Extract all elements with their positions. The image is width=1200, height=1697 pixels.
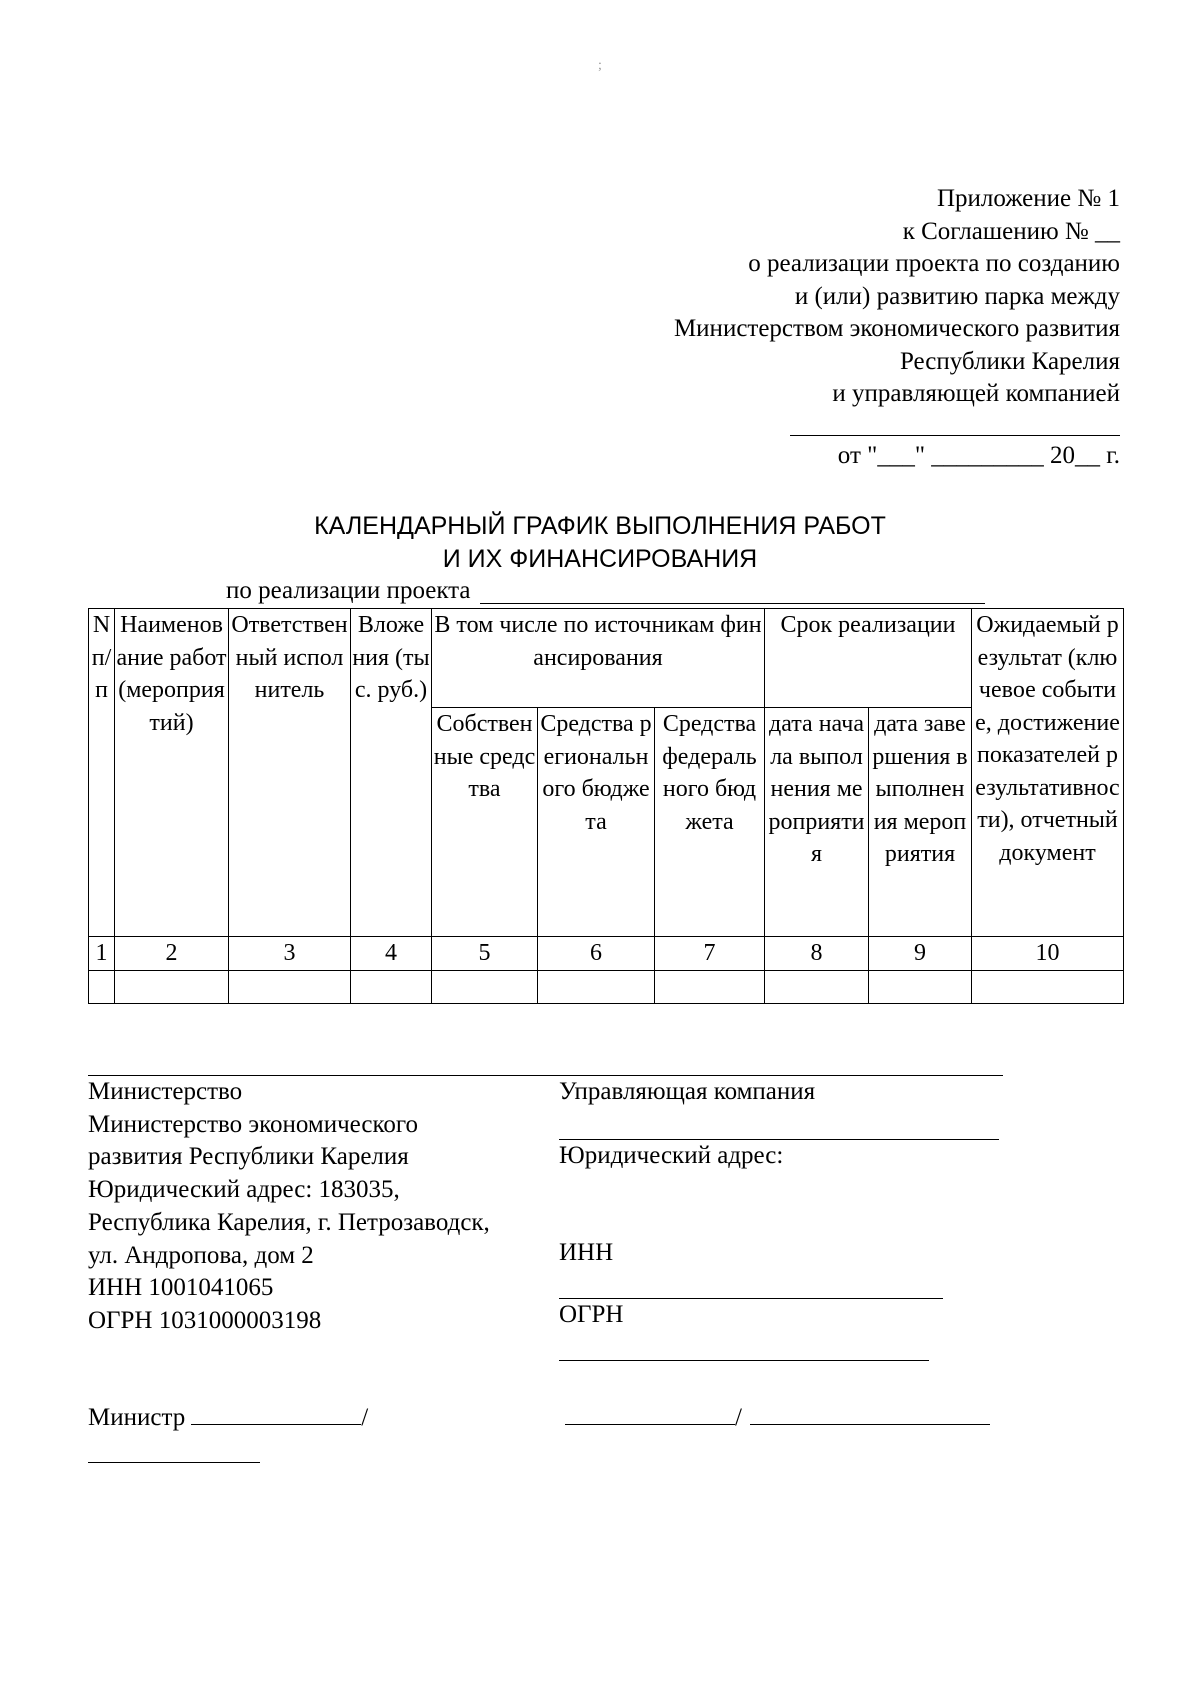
header-federal-budget: Средства федерального бюджета — [655, 708, 765, 937]
ministry-ogrn: ОГРН 1031000003198 — [88, 1306, 322, 1334]
ministry-signature — [88, 1400, 368, 1434]
appendix-line: Приложение № 1 — [936, 185, 1120, 212]
company-inn-blank — [559, 1270, 943, 1299]
header-start-date: дата начала выполнения мероприятия — [765, 708, 869, 937]
company-name-blank — [559, 1109, 999, 1140]
table-cell — [432, 970, 538, 1003]
appendix-line: Республики Карелия — [899, 347, 1120, 375]
title-line-1: КАЛЕНДАРНЫЙ ГРАФИК ВЫПОЛНЕНИЯ РАБОТ — [314, 512, 886, 540]
table-cell — [765, 970, 869, 1003]
header-own-funds: Собственные средства — [432, 708, 538, 937]
column-number: 5 — [432, 937, 538, 971]
ministry-address: Юридический адрес: 183035, — [88, 1176, 400, 1204]
company-details — [559, 1076, 1009, 1361]
minister-signature-blank — [191, 1400, 361, 1425]
title-line-2: И ИХ ФИНАНСИРОВАНИЯ — [442, 545, 758, 573]
column-number-row — [89, 937, 1124, 971]
ministry-address: Республика Карелия, г. Петрозаводск, — [88, 1208, 490, 1236]
column-number: 4 — [351, 937, 432, 971]
minister-name-blank — [88, 1462, 260, 1463]
agreement-date-line: от "___" _________ 20__ г. — [837, 441, 1120, 469]
header-result: Ожидаемый результат (ключевое событие, достижение показателей результативности), отчетный документ — [972, 609, 1124, 937]
company-address-space — [559, 1172, 1009, 1237]
appendix-line: о реализации проекта по созданию — [748, 250, 1120, 277]
document-title — [120, 510, 1080, 576]
header-end-date: дата завершения выполнения мероприятия — [869, 708, 972, 937]
column-number: 9 — [869, 937, 972, 971]
company-signature-blank — [565, 1400, 735, 1425]
schedule-table — [88, 608, 1124, 1004]
table-header-row — [89, 609, 1124, 708]
company-signer-name-blank — [750, 1400, 990, 1425]
header-sources-group: В том числе по источникам финансирования — [432, 609, 765, 708]
column-number: 1 — [89, 937, 115, 971]
scan-mark: ; — [598, 58, 602, 73]
column-number: 7 — [655, 937, 765, 971]
ministry-heading: Министерство — [88, 1078, 243, 1105]
minister-label: Министр — [88, 1404, 186, 1431]
project-name-blank — [480, 603, 985, 604]
header-responsible: Ответственный исполнитель — [229, 609, 351, 937]
signature-slash: / — [735, 1404, 742, 1431]
header-num: N п/п — [89, 609, 115, 937]
table-cell — [972, 970, 1124, 1003]
header-regional-budget: Средства регионального бюджета — [538, 708, 655, 937]
company-address-label: Юридический адрес: — [559, 1141, 784, 1169]
header-investment: Вложения (тыс. руб.) — [351, 609, 432, 937]
appendix-line: Министерством экономического развития — [673, 315, 1120, 342]
header-name: Наименование работ (мероприятий) — [115, 609, 229, 937]
header-term-group: Срок реализации — [765, 609, 972, 708]
table-cell — [351, 970, 432, 1003]
company-inn-label: ИНН — [559, 1239, 614, 1267]
appendix-line: и управляющей компанией — [832, 380, 1120, 407]
project-subtitle: по реализации проекта — [226, 577, 471, 604]
column-number: 2 — [115, 937, 229, 971]
table-cell — [655, 970, 765, 1003]
appendix-line: и (или) развитию парка между — [794, 282, 1120, 310]
empty-data-row — [89, 970, 1124, 1003]
company-ogrn-label: ОГРН — [559, 1301, 624, 1329]
table-cell — [89, 970, 115, 1003]
ministry-address: ул. Андропова, дом 2 — [88, 1241, 314, 1269]
table-cell — [115, 970, 229, 1003]
appendix-line: к Соглашению № __ — [902, 217, 1120, 245]
column-number: 6 — [538, 937, 655, 971]
table-cell — [869, 970, 972, 1003]
ministry-name: развития Республики Карелия — [88, 1143, 409, 1171]
appendix-block — [560, 183, 1120, 472]
company-signature — [565, 1400, 990, 1434]
column-number: 8 — [765, 937, 869, 971]
column-number: 3 — [229, 937, 351, 971]
table-cell — [229, 970, 351, 1003]
ministry-name: Министерство экономического — [88, 1110, 418, 1138]
ministry-inn: ИНН 1001041065 — [88, 1274, 274, 1302]
company-name-blank — [790, 411, 1120, 436]
table-cell — [538, 970, 655, 1003]
company-heading: Управляющая компания — [559, 1078, 816, 1105]
column-number: 10 — [972, 937, 1124, 971]
company-ogrn-blank — [559, 1332, 929, 1361]
signature-slash: / — [361, 1404, 369, 1431]
ministry-details — [88, 1076, 568, 1338]
